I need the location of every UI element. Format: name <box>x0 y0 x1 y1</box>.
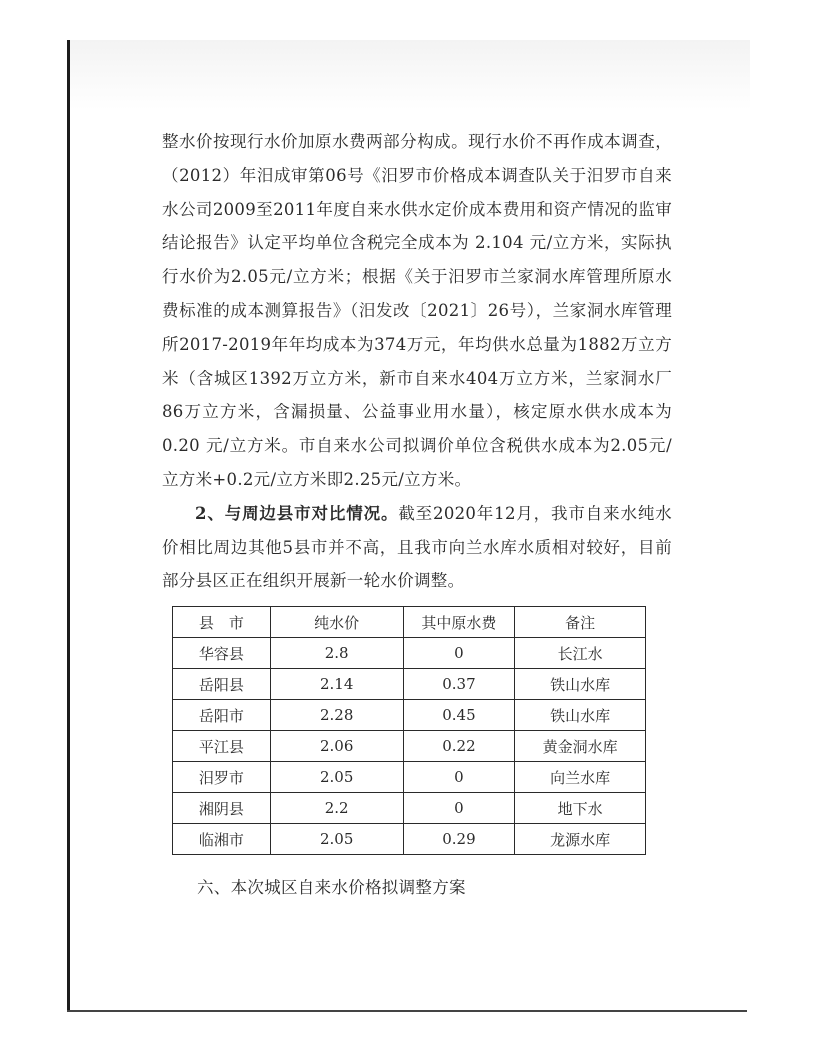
paragraph-cost-analysis: 整水价按现行水价加原水费两部分构成。现行水价不再作成本调查，（2012）年汨成审第06号《汨罗市价格成本调查队关于汨罗市自来水公司2009至2011年度自来水供水定价成本费用和资产情况的监审结论报告》认定平均单位含税完全成本为 2.104 元/立方米，实际执行水价为2.05元/立方米；根据《关于汨罗市兰家洞水库管理所原水费标准的成本测算报告》（汨发改〔2021〕26号），兰家洞水库管理所2017-2019年年均成本为374万元，年均供水总量为1882万立方米（含城区1392万立方米，新市自来水404万立方米，兰家洞水厂86万立方米，含漏损量、公益事业用水量），核定原水供水成本为 0.20 元/立方米。市自来水公司拟调价单位含税供水成本为2.05元/立方米+0.2元/立方米即2.25元/立方米。 <box>162 132 672 489</box>
table-header-row <box>173 607 646 638</box>
cell-county: 岳阳市 <box>173 700 271 731</box>
cell-county: 华容县 <box>173 638 271 669</box>
water-price-comparison-table <box>172 606 646 855</box>
comparison-heading: 2、与周边县市对比情况。 <box>195 503 399 523</box>
cell-raw-fee: 0.45 <box>403 700 515 731</box>
cell-raw-fee: 0 <box>403 638 515 669</box>
table-row <box>173 731 646 762</box>
table-row <box>173 669 646 700</box>
page-edge-bottom <box>67 1010 747 1012</box>
cell-raw-fee: 0 <box>403 793 515 824</box>
cell-price: 2.14 <box>270 669 403 700</box>
cell-remark: 地下水 <box>515 793 646 824</box>
cell-remark: 龙源水库 <box>515 824 646 855</box>
cell-price: 2.06 <box>270 731 403 762</box>
cell-county: 平江县 <box>173 731 271 762</box>
cell-price: 2.2 <box>270 793 403 824</box>
cell-county: 岳阳县 <box>173 669 271 700</box>
cell-raw-fee: 0.37 <box>403 669 515 700</box>
cell-remark: 铁山水库 <box>515 669 646 700</box>
cell-price: 2.28 <box>270 700 403 731</box>
cell-price: 2.05 <box>270 762 403 793</box>
cell-price: 2.8 <box>270 638 403 669</box>
paragraph-comparison <box>162 497 672 598</box>
cell-remark: 铁山水库 <box>515 700 646 731</box>
cell-raw-fee: 0.22 <box>403 731 515 762</box>
page-edge-left <box>67 40 70 1012</box>
table-row <box>173 700 646 731</box>
cell-remark: 向兰水库 <box>515 762 646 793</box>
page-top-shadow <box>70 40 750 110</box>
table-row <box>173 762 646 793</box>
comparison-text: 截至2020年12月，我市自来水纯水价相比周边其他5县市并不高，且我市向兰水库水质相对较好，目前部分县区正在组织开展新一轮水价调整。 <box>162 503 672 591</box>
cell-county: 汨罗市 <box>173 762 271 793</box>
cell-remark: 长江水 <box>515 638 646 669</box>
cell-county: 临湘市 <box>173 824 271 855</box>
table-row <box>173 824 646 855</box>
cell-county: 湘阴县 <box>173 793 271 824</box>
cell-remark: 黄金洞水库 <box>515 731 646 762</box>
header-pure-water-price: 纯水价 <box>270 607 403 638</box>
header-remarks: 备注 <box>515 607 646 638</box>
cell-raw-fee: 0.29 <box>403 824 515 855</box>
cell-price: 2.05 <box>270 824 403 855</box>
table-row <box>173 793 646 824</box>
header-county: 县 市 <box>173 607 271 638</box>
header-raw-water-fee: 其中原水费 <box>403 607 515 638</box>
table-row <box>173 638 646 669</box>
document-body <box>162 125 672 598</box>
section-heading: 六、本次城区自来水价格拟调整方案 <box>197 878 466 897</box>
cell-raw-fee: 0 <box>403 762 515 793</box>
